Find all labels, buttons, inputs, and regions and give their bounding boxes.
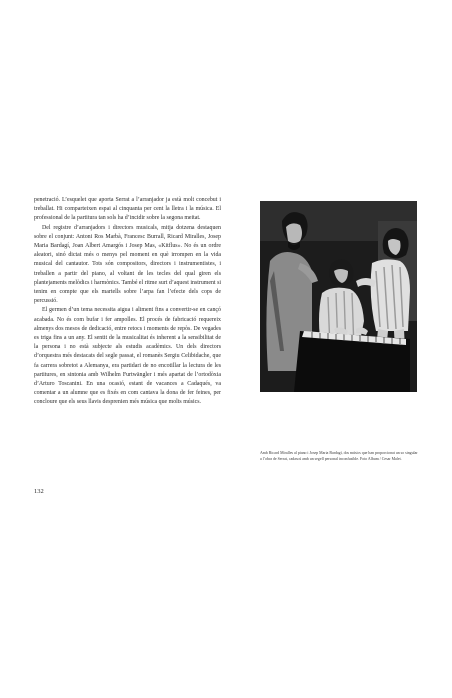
page-number: 132	[34, 488, 44, 495]
body-text-column	[34, 196, 221, 408]
body-paragraph: Del registre d’arranjadors i directors musicals, mitja dotzena destaquen sobre el conjunt: Antoni Ros Marbà, Francesc Burrall, Ricard Miralles, Josep Maria Bardagí, Joan Albert Amargós i Josep Mas, «Kitflus». No és un ordre aleatori, sinó dictat més o menys pel moment en què irrompen en la vida musical del cantautor. Tots són compositors, directors i instrumentistes, i treballen a partir del piano, al voltant de les tecles del qual giren els plantejaments melòdics i harmònics. També el ritme surt d’aquest instrument si tenim en compte que els martells sobre l’arpa fan l’efecte dels cops de percussió.	[34, 224, 221, 305]
body-paragraph: penetració. L’esquelet que aporta Serrat a l’arranjador ja està molt concebut i treballat. Hi comparteixen espai al cinquanta per cent la lletra i la música. El professional de la partitura tan sols ha d’incidir sobre la segona meitat.	[34, 197, 221, 222]
photo-caption: Amb Ricard Miralles al piano i Josep Maria Bardagí, dos músics que han proporcionat un so singular a l’obra de Serrat, cadascú amb un segell personal inconfusible. Foto Album / Cesar Malet.	[260, 451, 418, 461]
body-paragraph: El germen d’un tema necessita aigua i aliment fins a convertir-se en cançó acabada. No és com bufar i fer ampolles. El procés de fabricació requereix almenys dos mesos de dedicació, entre retocs i moments de repòs. De vegades es triga fins a un any. El sentit de la musicalitat és inherent a la sensibilitat de la persona i no està subjecte als estudis acadèmics. Un dels directors d’orquestra més destacats del segle passat, el romanès Sergiu Celibidache, que fa carrera sobretot a Alemanya, era partidari de no encotillar la lectura de les partitures, en sintonia amb Wilhelm Furtwängler i més apartat de l’ortodòxia d’Arturo Toscanini. En una ocasió, estant de vacances a Cadaqués, va comentar a un alumne que es fixés en com cantava la dona de fer feines, per concloure que els seus llavis desprenien més música que molts músics.	[34, 307, 221, 406]
musicians-photo	[260, 201, 417, 392]
